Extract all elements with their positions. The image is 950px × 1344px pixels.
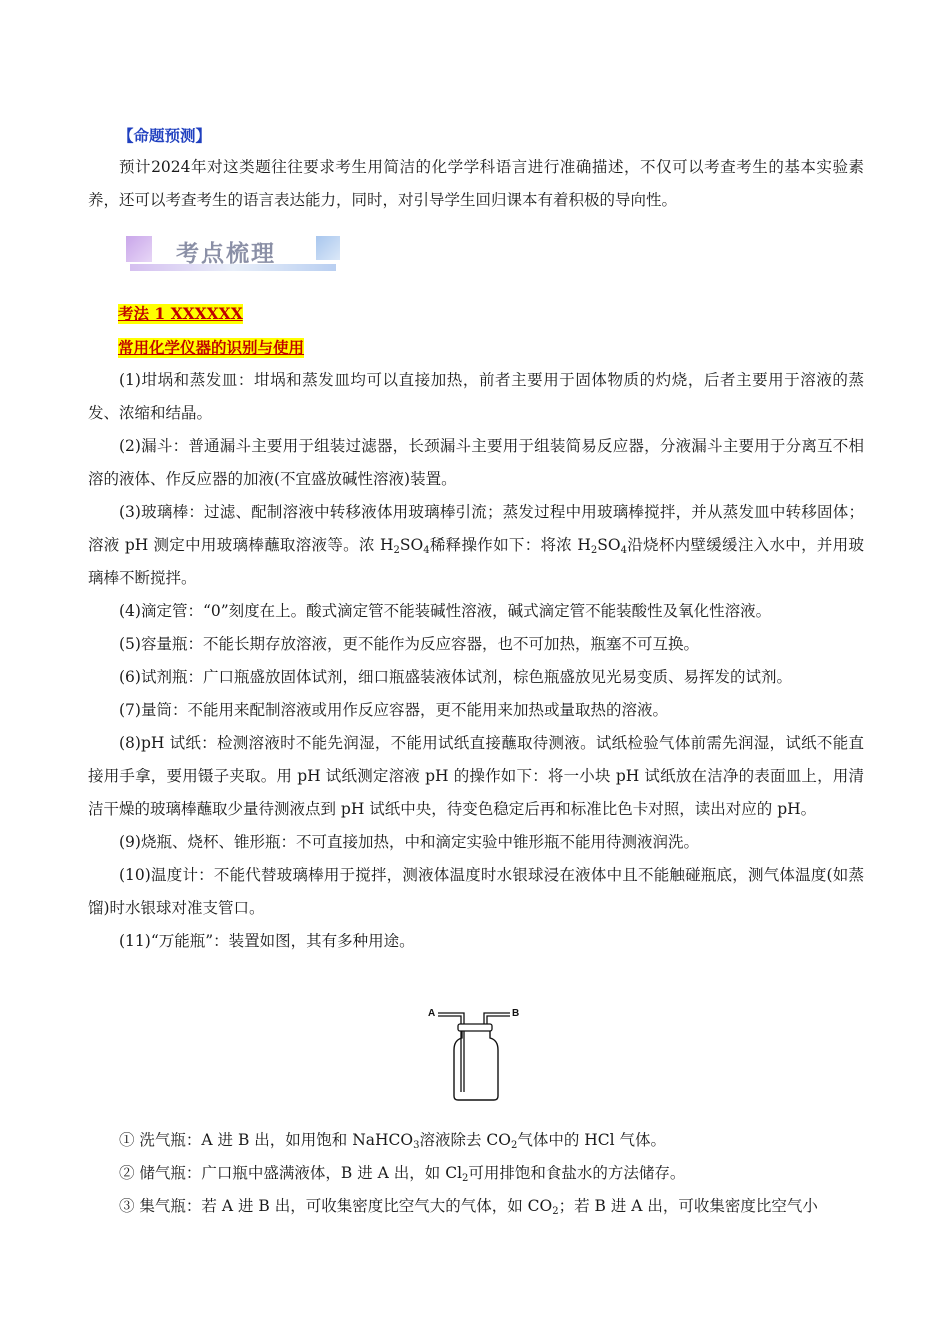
uses-list [88,1124,864,1223]
item-burette: (4)滴定管：“0”刻度在上。酸式滴定管不能装碱性溶液，碱式滴定管不能装酸性及氧化性溶液。 [119,602,772,620]
method-label: 考法 1 XXXXXX [118,304,243,323]
topic-label: 常用化学仪器的识别与使用 [118,338,305,357]
universal-bottle-figure [426,1004,526,1104]
stopper [458,1024,492,1031]
banner-title: 考点梳理 [176,241,276,267]
prediction-heading: 【命题预测】 [118,126,212,145]
label-b: B [512,1008,520,1019]
item-universal-bottle: (11)“万能瓶”：装置如图，其有多种用途。 [119,932,415,950]
label-a: A [428,1008,436,1019]
prediction-text: 预计2024年对这类题往往要求考生用简洁的化学学科语言进行准确描述，不仅可以考查考生的基本实验素养，还可以考查考生的语言表达能力，同时，对引导学生回归课本有着积极的导向性。 [88,158,864,209]
item-reagent-bottle: (6)试剂瓶：广口瓶盛放固体试剂，细口瓶盛装液体试剂，棕色瓶盛放见光易变质、易挥发的试剂。 [119,668,792,686]
banner-decor-left [126,236,152,262]
item-graduated-cylinder: (7)量筒：不能用来配制溶液或用作反应容器，更不能用来加热或量取热的溶液。 [119,701,668,719]
item-crucible: (1)坩埚和蒸发皿：坩埚和蒸发皿均可以直接加热，前者主要用于固体物质的灼烧，后者主要用于溶液的蒸发、浓缩和结晶。 [88,371,864,422]
item-flask-beaker: (9)烧瓶、烧杯、锥形瓶：不可直接加热，中和滴定实验中锥形瓶不能用待测液润洗。 [119,833,699,851]
instrument-list [88,364,864,958]
item-funnel: (2)漏斗：普通漏斗主要用于组装过滤器，长颈漏斗主要用于组装简易反应器，分液漏斗主要用于分离互不相溶的液体、作反应器的加液(不宜盛放碱性溶液)装置。 [88,437,864,488]
bottle-diagram [426,1004,526,1104]
prediction-paragraph [88,151,864,217]
item-glass-rod: (3)玻璃棒：过滤、配制溶液中转移液体用玻璃棒引流；蒸发过程中用玻璃棒搅拌，并从蒸发皿中转移固体；溶液 pH 测定中用玻璃棒蘸取溶液等。浓 $H_2SO_4$稀释操作如下：将浓 $H_2SO_4$沿烧杯内壁缓缓注入水中，并用玻璃棒不断搅拌。 [88,503,864,587]
item-volumetric-flask: (5)容量瓶：不能长期存放溶液，更不能作为反应容器，也不可加热，瓶塞不可互换。 [119,635,699,653]
banner-decor-right [316,236,340,260]
use-wash-bottle: ① 洗气瓶：A 进 B 出，如用饱和 NaHCO$_3$溶液除去 $CO_2$气体中的 HCl 气体。 [119,1131,667,1151]
item-ph-paper: (8)pH 试纸：检测溶液时不能先润湿，不能用试纸直接蘸取待测液。试纸检验气体前需先润湿，试纸不能直接用手拿，要用镊子夹取。用 pH 试纸测定溶液 pH 的操作如下：将一小块 pH 试纸放在洁净的表面皿上，用清洁干燥的玻璃棒蘸取少量待测液点到 pH 试纸中央，待变色稳定后再和标准比色卡对照，读出对应的 pH。 [88,734,864,818]
use-storage-bottle: ② 储气瓶：广口瓶中盛满液体，B 进 A 出，如 $Cl_2$可用排饱和食盐水的方法储存。 [119,1164,686,1184]
item-thermometer: (10)温度计：不能代替玻璃棒用于搅拌，测液体温度时水银球浸在液体中且不能触碰瓶底，测气体温度(如蒸馏)时水银球对准支管口。 [88,866,864,917]
use-gas-collection: ③ 集气瓶：若 A 进 B 出，可收集密度比空气大的气体，如 $CO_2$；若 B 进 A 出，可收集密度比空气小 [119,1197,818,1217]
section-banner [126,234,346,274]
